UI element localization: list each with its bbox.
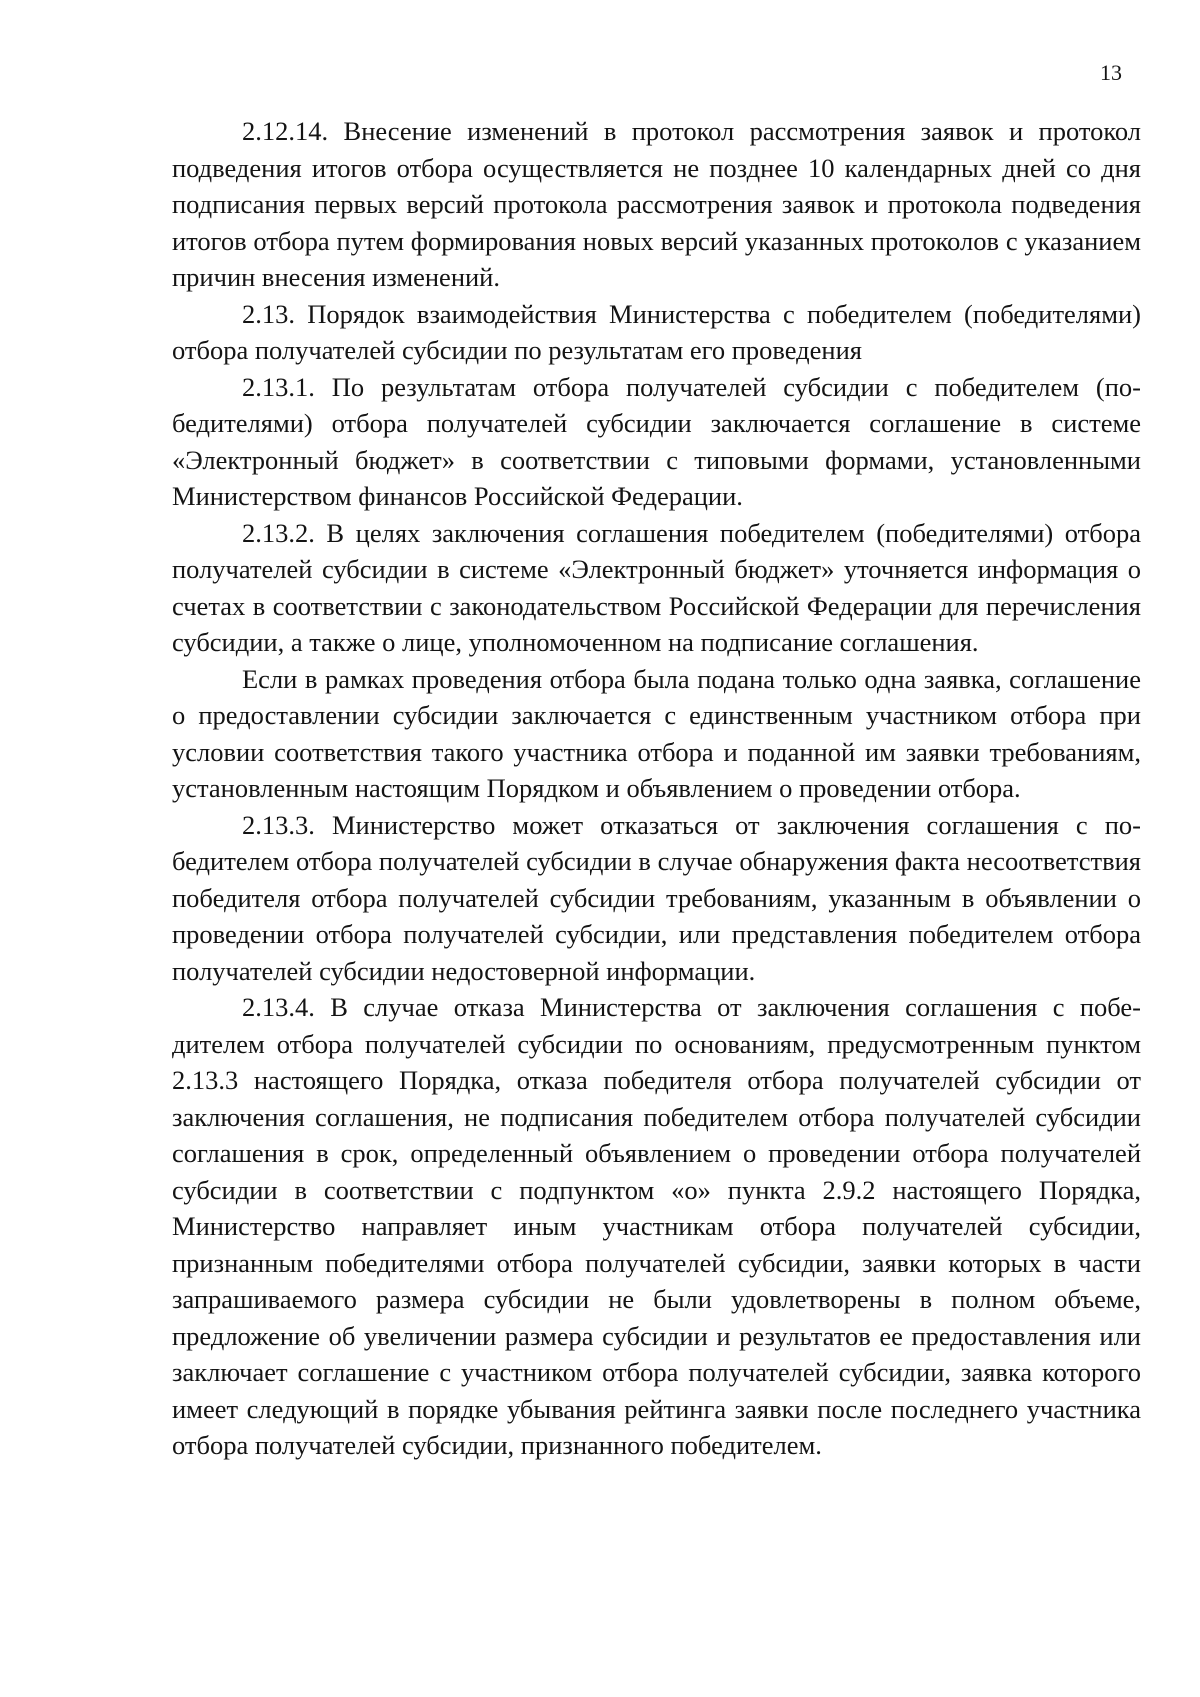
paragraph-2-13-heading: 2.13. Порядок взаимодействия Министерства с победителем (победителями) отбора получателей субсидии по результатам его проведения <box>172 298 1141 365</box>
paragraph-2-13-2: 2.13.2. В целях заключения соглашения победителем (победителями) отбора получателей субсидии в системе «Электронный бюджет» уточняется информация о счетах в соответствии с законодательством Российской Федерации для перечисления субсидии, а также о лице, уполномоченном на подписание соглашения. <box>172 517 1141 657</box>
paragraph-2-12-14: 2.12.14. Внесение изменений в протокол рассмотрения заявок и протокол подведения итогов отбора осуществляется не позднее 10 календарных дней со дня подписания первых версий протокола рассмотрения заявок и протокола подведения итогов отбора путем формирования новых версий указанных протоколов с указанием причин внесения изменений. <box>172 116 1141 292</box>
paragraph-2-13-4: 2.13.4. В случае отказа Министерства от заключения соглашения с победителем отбора получателей субсидии по основаниям, предусмотренным пунктом 2.13.3 настоящего Порядка, отказа победителя отбора получателей субсидии от заключения соглашения, не подписания победителем отбора получателей субсидии соглашения в срок, определенный объявлением о проведении отбора получателей субсидии в соответствии с подпунктом «о» пункта 2.9.2 настоящего Порядка, Министерство направляет иным участникам отбора получателей субсидии, признанным победителями отбора получателей субсидии, заявки которых в части запрашиваемого размера субсидии не были удовлетворены в полном объеме, предложение об увеличении размера субсидии и результатов ее предоставления или заключает соглашение с участником отбора получателей субсидии, заявка которого имеет следующий в порядке убывания рейтинга заявки после последнего участника отбора получателей субсидии, признанного победителем. <box>172 992 1141 1460</box>
document-body <box>172 113 1141 1464</box>
paragraph-2-13-3: 2.13.3. Министерство может отказаться от заключения соглашения с победителем отбора получателей субсидии в случае обнаружения факта несоответствия победителя отбора получателей субсидии требованиям, указанным в объявлении о проведении отбора получателей субсидии, или представления победителем отбора получателей субсидии недостоверной информации. <box>172 809 1141 986</box>
paragraph-single-application: Если в рамках проведения отбора была подана только одна заявка, соглашение о предоставлении субсидии заключается с единственным участником отбора при условии соответствия такого участника отбора и поданной им заявки требованиям, установленным настоящим Порядком и объявлением о проведении отбора. <box>172 663 1141 803</box>
page-number: 13 <box>1100 60 1122 85</box>
paragraph-2-13-1: 2.13.1. По результатам отбора получателей субсидии с победителем (победителями) отбора получателей субсидии заключается соглашение в системе «Электронный бюджет» в соответствии с типовыми формами, установленными Министерством финансов Российской Федерации. <box>172 371 1141 511</box>
